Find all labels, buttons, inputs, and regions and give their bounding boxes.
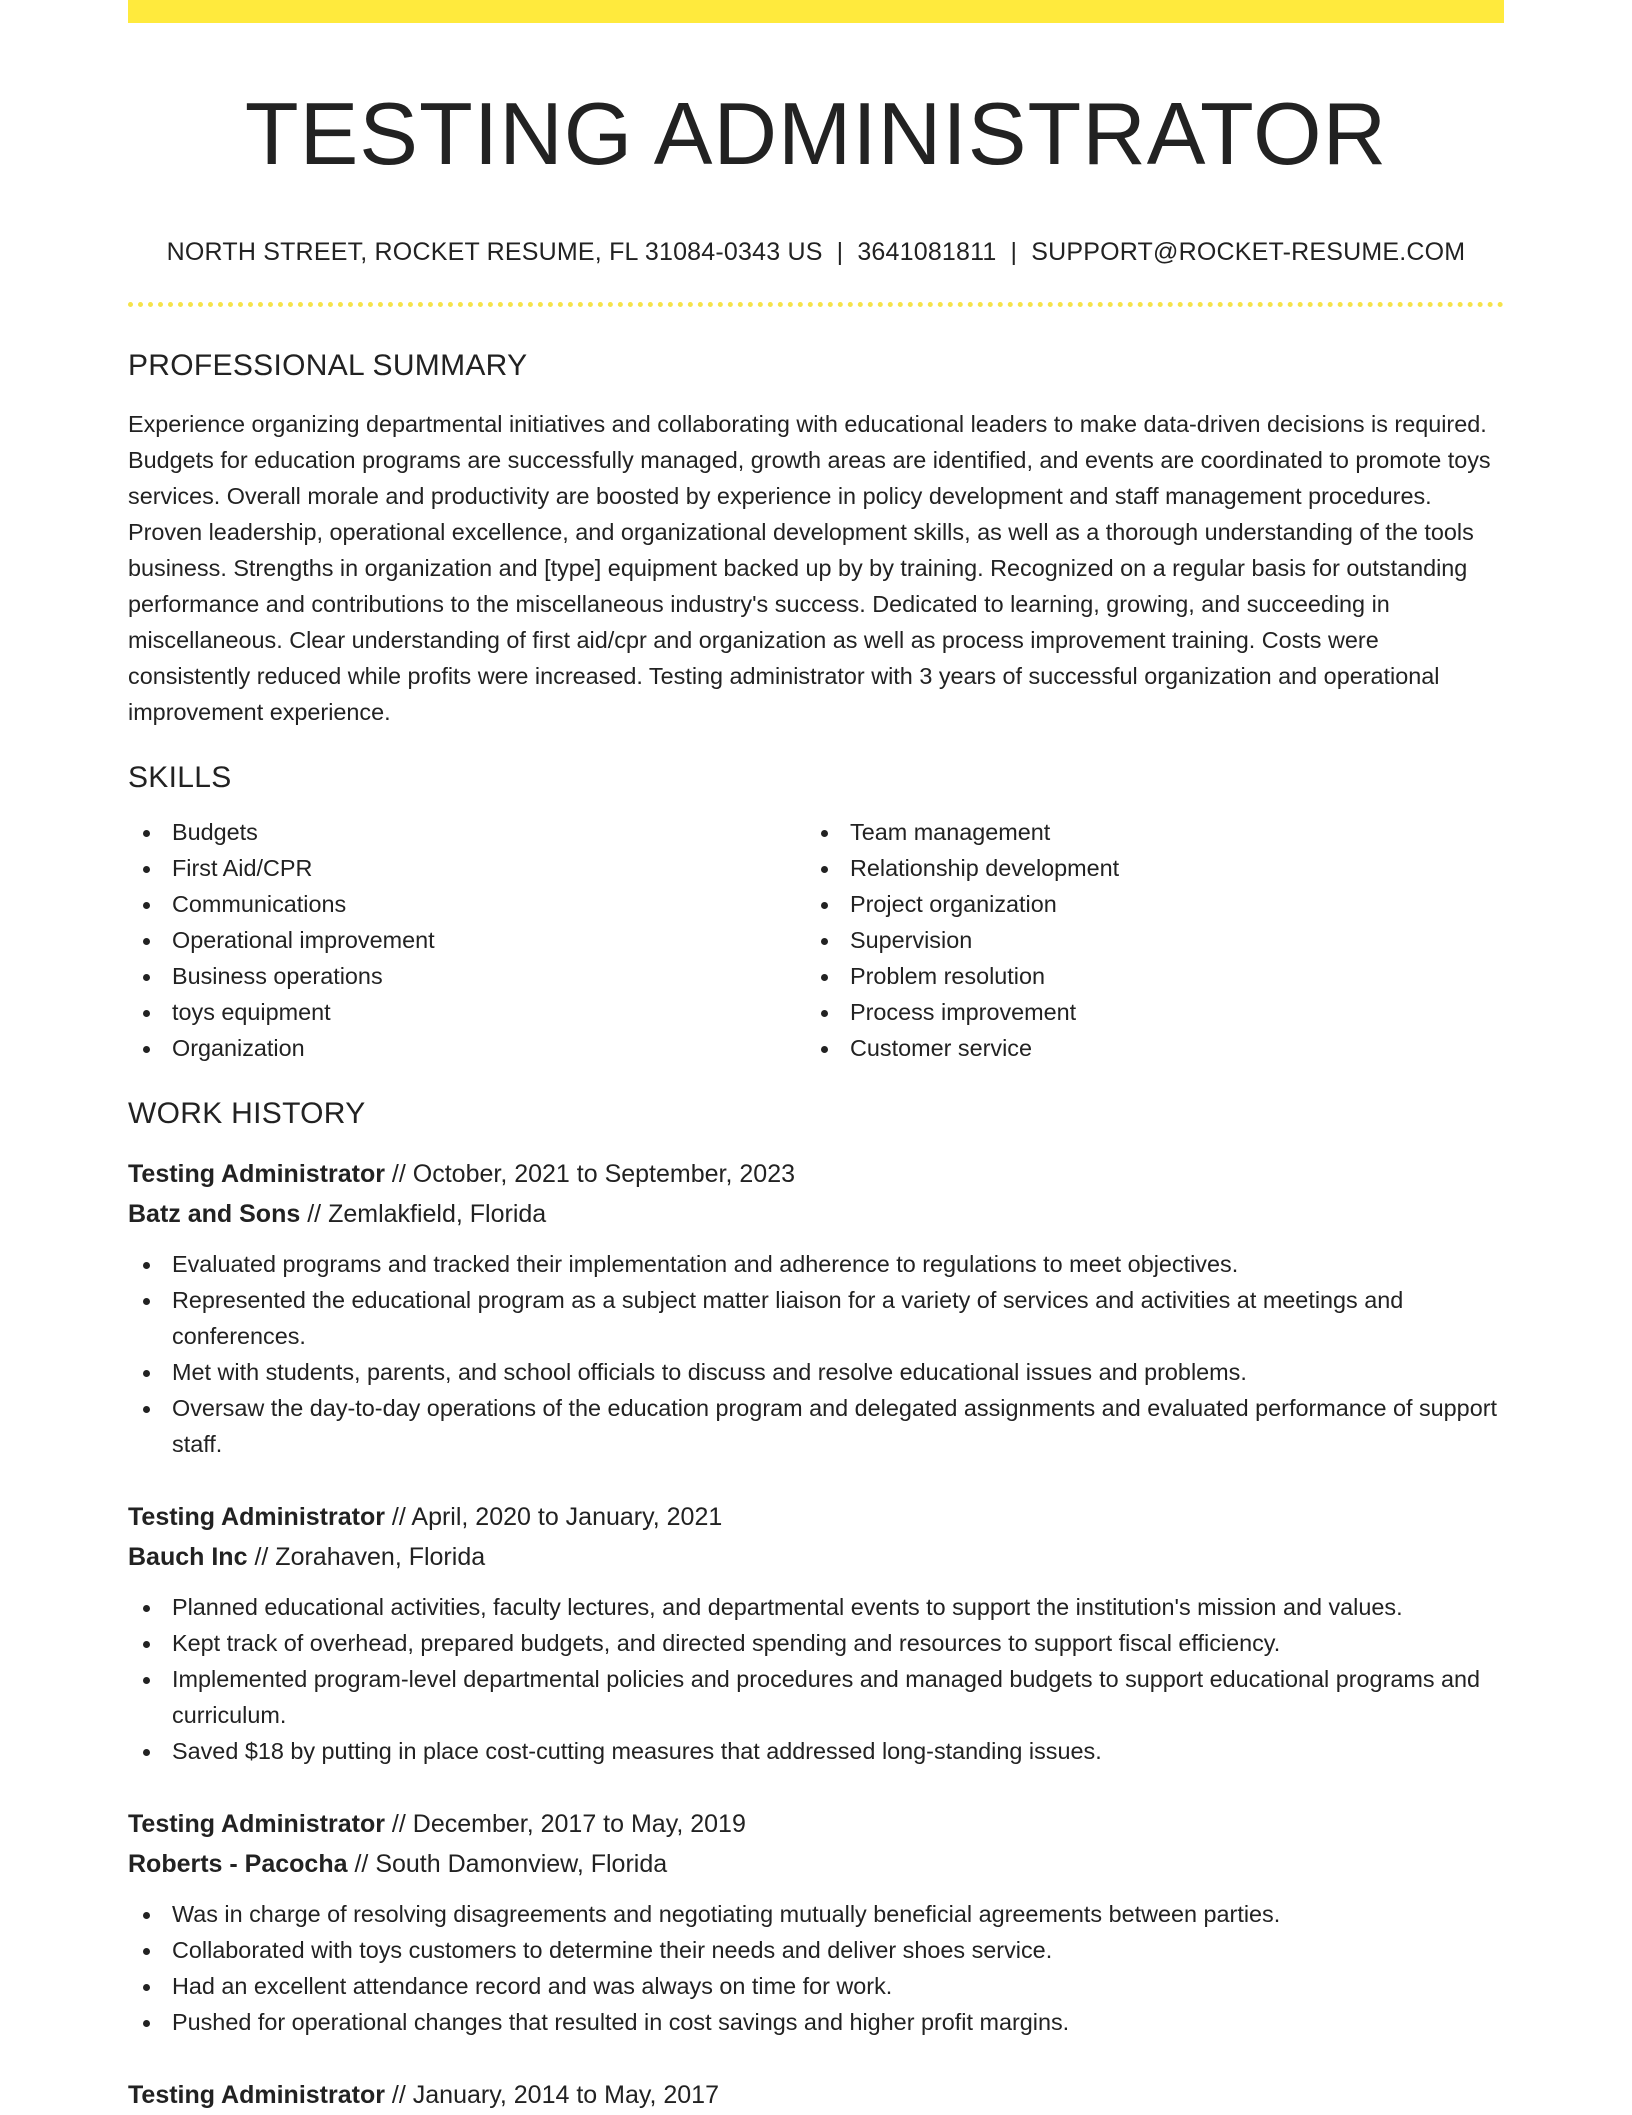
contact-separator: | [1010,238,1018,266]
job-sep: // [391,1810,406,1838]
job-title-line [128,2075,1504,2115]
summary-text: Experience organizing departmental initiatives and collaborating with educational leaders to make data-driven decisions is required. Budgets for education programs are successfully managed, growth areas are identified, and events are coordinated to promote toys services. Overall morale and productivity are boosted by experience in policy development and staff management procedures. Proven leadership, operational excellence, and organizational development skills, as well as a thorough understanding of the tools business. Strengths in organization and [type] equipment backed up by by training. Recognized on a regular basis for outstanding performance and contributions to the miscellaneous industry's success. Dedicated to learning, growing, and succeeding in miscellaneous. Clear understanding of first aid/cpr and organization as well as process improvement training. Costs were consistently reduced while profits were increased. Testing administrator with 3 years of successful organization and operational improvement experience. [128,411,1491,725]
header-divider [128,302,1504,307]
job-duties [128,1589,1504,1769]
job-entry [128,1497,1504,1769]
duty-item: Implemented program-level departmental policies and procedures and managed budgets to support educational programs and curriculum. [128,1661,1504,1733]
job-company-line [128,1844,1504,1884]
job-location: Zemlakfield, Florida [328,1200,547,1228]
duty-item: Oversaw the day-to-day operations of the education program and delegated assignments and evaluated performance of support staff. [128,1390,1504,1462]
skill-item: Business operations [128,958,806,994]
duty-item: Had an excellent attendance record and was always on time for work. [128,1968,1504,2004]
accent-bar [128,0,1504,23]
skill-item: Process improvement [806,994,1484,1030]
skill-item: Budgets [128,814,806,850]
skill-item: Supervision [806,922,1484,958]
duty-item: Met with students, parents, and school officials to discuss and resolve educational issues and problems. [128,1354,1504,1390]
job-location: South Damonview, Florida [375,1850,668,1878]
duty-item: Planned educational activities, faculty lectures, and departmental events to support the institution's mission and values. [128,1589,1504,1625]
job-company: Batz and Sons [128,1200,301,1228]
skills-heading: SKILLS [128,761,232,794]
job-company-line [128,1194,1504,1234]
job-sep: // [391,2081,406,2109]
job-company-line [128,1537,1504,1577]
job-title-line [128,1497,1504,1537]
job-sep: // [307,1200,322,1228]
duty-item: Evaluated programs and tracked their implementation and adherence to regulations to meet objectives. [128,1246,1504,1282]
job-company: Bauch Inc [128,1543,248,1571]
job-sep: // [354,1850,369,1878]
contact-line [128,236,1504,268]
job-title: Testing Administrator [128,1160,385,1188]
job-duties [128,1896,1504,2040]
job-entry [128,2075,1504,2115]
job-duties [128,1246,1504,1462]
skill-item: Customer service [806,1030,1484,1066]
duty-item: Saved $18 by putting in place cost-cutting measures that addressed long-standing issues. [128,1733,1504,1769]
job-dates: October, 2021 to September, 2023 [412,1160,795,1188]
skill-item: Problem resolution [806,958,1484,994]
summary-heading: PROFESSIONAL SUMMARY [128,349,528,382]
skill-item: Project organization [806,886,1484,922]
duty-item: Was in charge of resolving disagreements and negotiating mutually beneficial agreements between parties. [128,1896,1504,1932]
skill-item: Organization [128,1030,806,1066]
work-history-heading: WORK HISTORY [128,1097,366,1130]
skills-list [128,814,1504,1066]
contact-separator: | [836,238,844,266]
duty-item: Represented the educational program as a subject matter liaison for a variety of services and activities at meetings and conferences. [128,1282,1504,1354]
job-dates: January, 2014 to May, 2017 [412,2081,719,2109]
duty-item: Pushed for operational changes that resulted in cost savings and higher profit margins. [128,2004,1504,2040]
skill-item: Operational improvement [128,922,806,958]
resume-page [128,0,1504,2115]
job-title: Testing Administrator [128,1810,385,1838]
skill-item: Team management [806,814,1484,850]
job-entry [128,1154,1504,1462]
skill-item: Communications [128,886,806,922]
duty-item: Collaborated with toys customers to determine their needs and deliver shoes service. [128,1932,1504,1968]
job-sep: // [391,1160,406,1188]
job-title-line [128,1804,1504,1844]
job-dates: December, 2017 to May, 2019 [412,1810,746,1838]
skills-column-left [128,814,806,1066]
job-location: Zorahaven, Florida [275,1543,486,1571]
contact-email[interactable]: SUPPORT@ROCKET-RESUME.COM [1031,238,1466,266]
job-entry [128,1804,1504,2040]
duty-item: Kept track of overhead, prepared budgets, and directed spending and resources to support fiscal efficiency. [128,1625,1504,1661]
job-dates: April, 2020 to January, 2021 [411,1503,723,1531]
job-sep: // [391,1503,406,1531]
job-title: Testing Administrator [128,2081,385,2109]
job-sep: // [254,1543,269,1571]
skill-item: Relationship development [806,850,1484,886]
job-company: Roberts - Pacocha [128,1850,348,1878]
resume-name: TESTING ADMINISTRATOR [244,84,1388,183]
job-title: Testing Administrator [128,1503,385,1531]
skill-item: First Aid/CPR [128,850,806,886]
skill-item: toys equipment [128,994,806,1030]
contact-phone[interactable]: 3641081811 [857,238,997,266]
contact-address: NORTH STREET, ROCKET RESUME, FL 31084-0343 US [166,238,823,266]
job-title-line [128,1154,1504,1194]
skills-column-right [806,814,1484,1066]
